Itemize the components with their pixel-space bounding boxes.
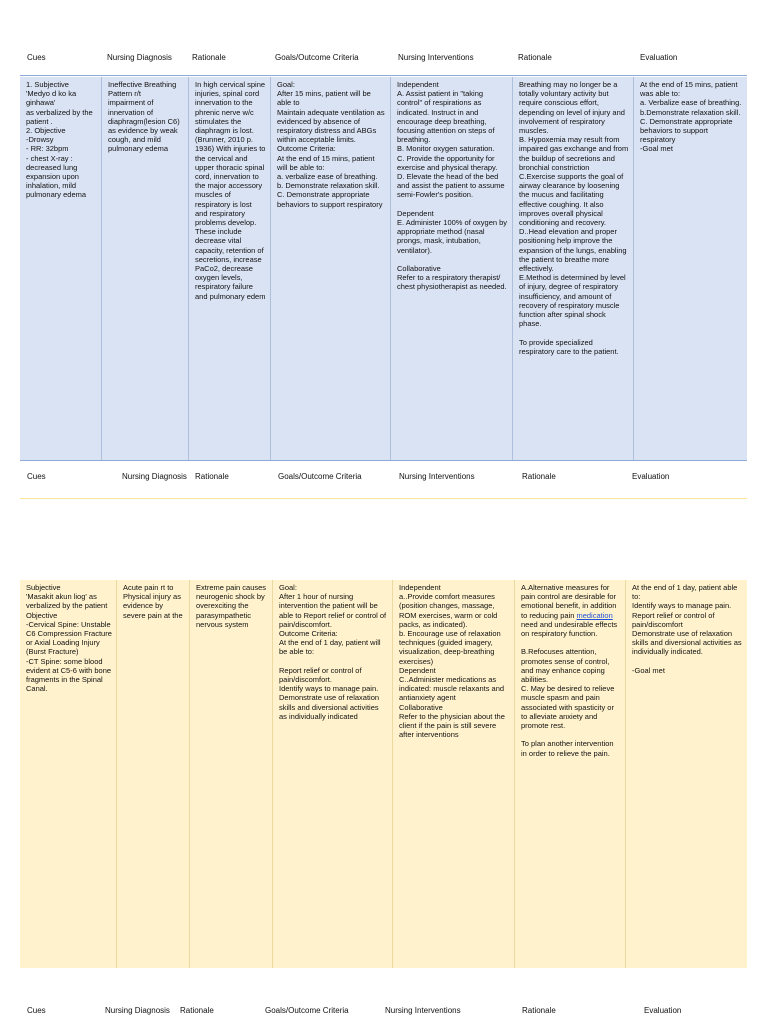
cell-rationale-2: Breathing may no longer be a totally voluntary activity but require conscious effort, depending on level of injury and involvement of respiratory muscles. B. Hypoxemia may result from impaired gas exchange and from the buildup of secretions and bronchial constriction C.Exercise supports the goal of airway clearance by loosening the mucus and facilitating effective coughing. It also improves overall physical conditioning and recovery. D..Head elevation and proper positioning help improve the expansion of the lungs, enabling the patient to breathe more effectively. E.Method is determined by level of injury, degree of respiratory insufficiency, and amount of recovery of respiratory muscle function after spinal shock phase. To provide specialized respiratory care to the patient. [513,77,634,460]
header-rationale: Rationale [192,53,226,62]
header-rationale: Rationale [195,472,229,481]
cell-rationale-2 [515,580,626,968]
header-nursing-diagnosis: Nursing Diagnosis [122,472,187,481]
cell-diagnosis: Acute pain rt to Physical injury as evidence by severe pain at the [117,580,190,968]
cell-diagnosis: Ineffective Breathing Pattern r/t impairment of innervation of diaphragm(lesion C6) as evidence by weak cough, and mild pulmonary edema [102,77,189,460]
cell-rationale: Extreme pain causes neurogenic shock by overexciting the parasympathetic nervous system [190,580,273,968]
header-goals: Goals/Outcome Criteria [278,472,362,481]
care-plan-table-pain [20,580,747,968]
medication-link[interactable]: medication [576,610,613,620]
header-goals: Goals/Outcome Criteria [265,1006,349,1015]
cell-cues: Subjective 'Masakit akun liog' as verbalized by the patient Objective -Cervical Spine: Unstable C6 Compression Fracture or Axial Loading Injury (Burst Fracture) -CT Spine: some blood evident at C5-6 with bone fragments in the Spinal Canal. [20,580,117,968]
cell-cues: 1. Subjective 'Medyo d ko ka ginhawa' as verbalized by the patient . 2. Objective -Drowsy - RR: 32bpm - chest X-ray : decreased lung expansion upon inhalation, mild pulmonary edema [20,77,102,460]
header-evaluation: Evaluation [640,53,678,62]
header-rationale-2: Rationale [518,53,552,62]
cell-goals: Goal: After 1 hour of nursing intervention the patient will be able to Report relief or control of pain/discomfort. Outcome Criteria: At the end of 1 day, patient will be able to: Report relief or control of pain/discomfort. Identify ways to manage pain. Demonstrate use of relaxation skills and diversional activities as individually indicated [273,580,393,968]
header-evaluation: Evaluation [632,472,670,481]
cell-evaluation: At the end of 1 day, patient able to: Identify ways to manage pain. Report relief or control of pain/discomfort Demonstrate use of relaxation skills and diversional activities as individually indicated. -Goal met [632,583,742,675]
table2-header [0,472,768,496]
header-nursing-diagnosis: Nursing Diagnosis [105,1006,170,1015]
header-rule-blue [20,75,747,76]
header-interventions: Nursing Interventions [399,472,475,481]
header-nursing-diagnosis: Nursing Diagnosis [107,53,172,62]
cell-interventions: Independent A. Assist patient in "taking control" of respirations as indicated. Instruct in and encourage deep breathing, focusing attention on steps of breathing. B. Monitor oxygen saturation. C. Provide the opportunity for exercise and physical therapy. D. Elevate the head of the bed and assist the patient to assume semi-Fowler's position. Dependent E. Administer 100% of oxygen by appropriate method (nasal prongs, mask, intubation, ventilator). Collaborative Refer to a respiratory therapist/ chest physiotherapist as needed. [391,77,513,460]
header-cues: Cues [27,472,46,481]
table3-header [0,1006,768,1024]
header-cues: Cues [27,1006,46,1015]
table1-bottom-rule [20,460,747,461]
header-rationale-2: Rationale [522,472,556,481]
header-rationale-2: Rationale [522,1006,556,1015]
cell-goals: Goal: After 15 mins, patient will be able to Maintain adequate ventilation as evidenced by absence of respiratory distress and ABGs within acceptable limits. Outcome Criteria: At the end of 15 mins, patient will be able to: a. verbalize ease of breathing. b. Demonstrate relaxation skill. C. Demonstrate appropriate behaviors to support respiratory [271,77,391,460]
table1-header [0,53,768,77]
cell-interventions: Independent a..Provide comfort measures (position changes, massage, ROM exercises, warm or cold packs, as indicated). b. Encourage use of relaxation techniques (guided imagery, visualization, deep-breathing exercises) Dependent C..Administer medications as indicated: muscle relaxants and antianxiety agent Collaborative Refer to the physician about the client if the pain is still severe after interventions [393,580,515,968]
rationale-text-b: need and undesirable effects on respiratory function. B.Refocuses attention, promotes sense of control, and may enhance coping abilities. C. May be desired to relieve muscle spasm and pain associated with spasticity or to alleviate anxiety and promote rest. To plan another intervention in order to relieve the pain. [521,619,618,758]
rationale-text-a: A.Alternative measures for pain control are desirable for emotional benefit, in addition to reducing pain [521,583,617,620]
header-rationale: Rationale [180,1006,214,1015]
header-goals: Goals/Outcome Criteria [275,53,359,62]
header-interventions: Nursing Interventions [385,1006,461,1015]
header-evaluation: Evaluation [644,1006,682,1015]
care-plan-table-breathing [20,77,747,460]
cell-rationale: In high cervical spine injuries, spinal cord innervation to the phrenic nerve w/c stimulates the diaphragm is lost. (Brunner, 2010 p. 1936) With injuries to the cervical and upper thoracic spinal cord, innervation to the major accessory muscles of respiratory is lost and respiratory problems develop. These include decrease vital capacity, retention of secretions, increase PaCo2, decrease oxygen levels, respiratory failure and pulmonary edem [189,77,271,460]
header-cues: Cues [27,53,46,62]
cell-evaluation: At the end of 15 mins, patient was able to: a. Verbalize ease of breathing. b.Demonstrate relaxation skill. C. Demonstrate appropriate behaviors to support respiratory -Goal met [640,80,742,154]
header-rule-yellow [20,498,747,499]
header-interventions: Nursing Interventions [398,53,474,62]
